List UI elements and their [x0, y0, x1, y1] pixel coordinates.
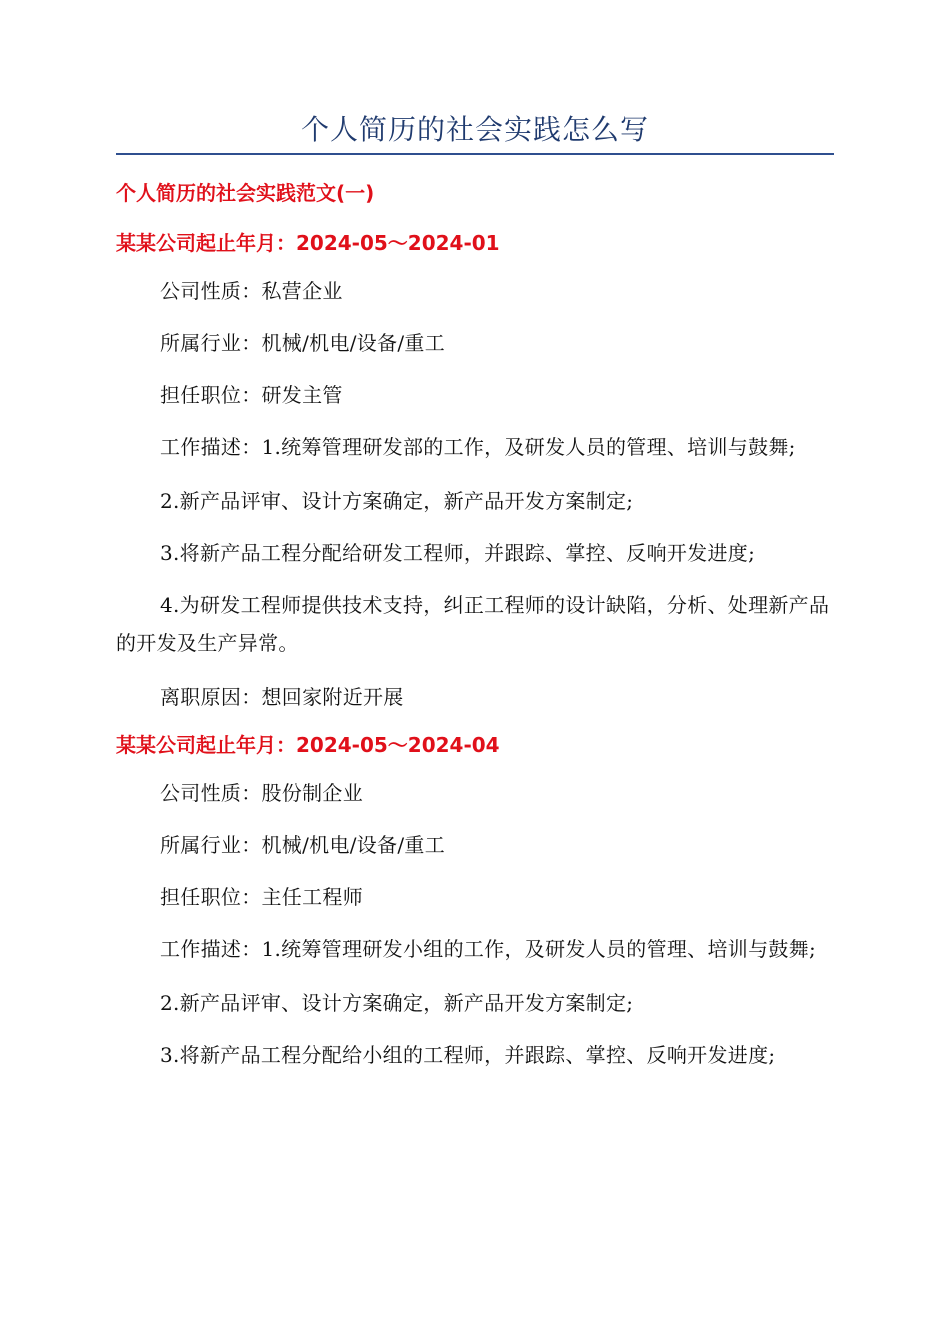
- duty-item: 2.新产品评审、设计方案确定，新产品开发方案制定;: [160, 489, 634, 513]
- company-header: 某某公司起止年月：2024-05～2024-01: [116, 231, 500, 255]
- duty-item: 3.将新产品工程分配给小组的工程师，并跟踪、掌控、反响开发进度;: [160, 1043, 776, 1067]
- duty-item: 4.为研发工程师提供技术支持，纠正工程师的设计缺陷，分析、处理新产品的开发及生产异常。: [116, 593, 830, 655]
- leave-reason: 离职原因：想回家附近开展: [160, 685, 404, 709]
- duty-item: 工作描述：1.统筹管理研发部的工作，及研发人员的管理、培训与鼓舞;: [160, 435, 796, 459]
- experience-entry-2: [116, 730, 834, 1074]
- company-type: 公司性质：股份制企业: [160, 781, 363, 805]
- experience-entry-1: [116, 228, 834, 716]
- duty-item: 工作描述：1.统筹管理研发小组的工作，及研发人员的管理、培训与鼓舞;: [160, 937, 817, 961]
- company-header: 某某公司起止年月：2024-05～2024-04: [116, 733, 500, 757]
- duty-item: 3.将新产品工程分配给研发工程师，并跟踪、掌控、反响开发进度;: [160, 541, 756, 565]
- position: 担任职位：研发主管: [160, 383, 343, 407]
- duty-item: 2.新产品评审、设计方案确定，新产品开发方案制定;: [160, 991, 634, 1015]
- industry: 所属行业：机械/机电/设备/重工: [160, 331, 446, 355]
- section-heading: 个人简历的社会实践范文(一): [116, 181, 375, 205]
- document-title: 个人简历的社会实践怎么写: [300, 113, 649, 146]
- industry: 所属行业：机械/机电/设备/重工: [160, 833, 446, 857]
- position: 担任职位：主任工程师: [160, 885, 363, 909]
- title-underline: [116, 153, 834, 155]
- company-type: 公司性质：私营企业: [160, 279, 343, 303]
- document-body: [116, 176, 834, 1090]
